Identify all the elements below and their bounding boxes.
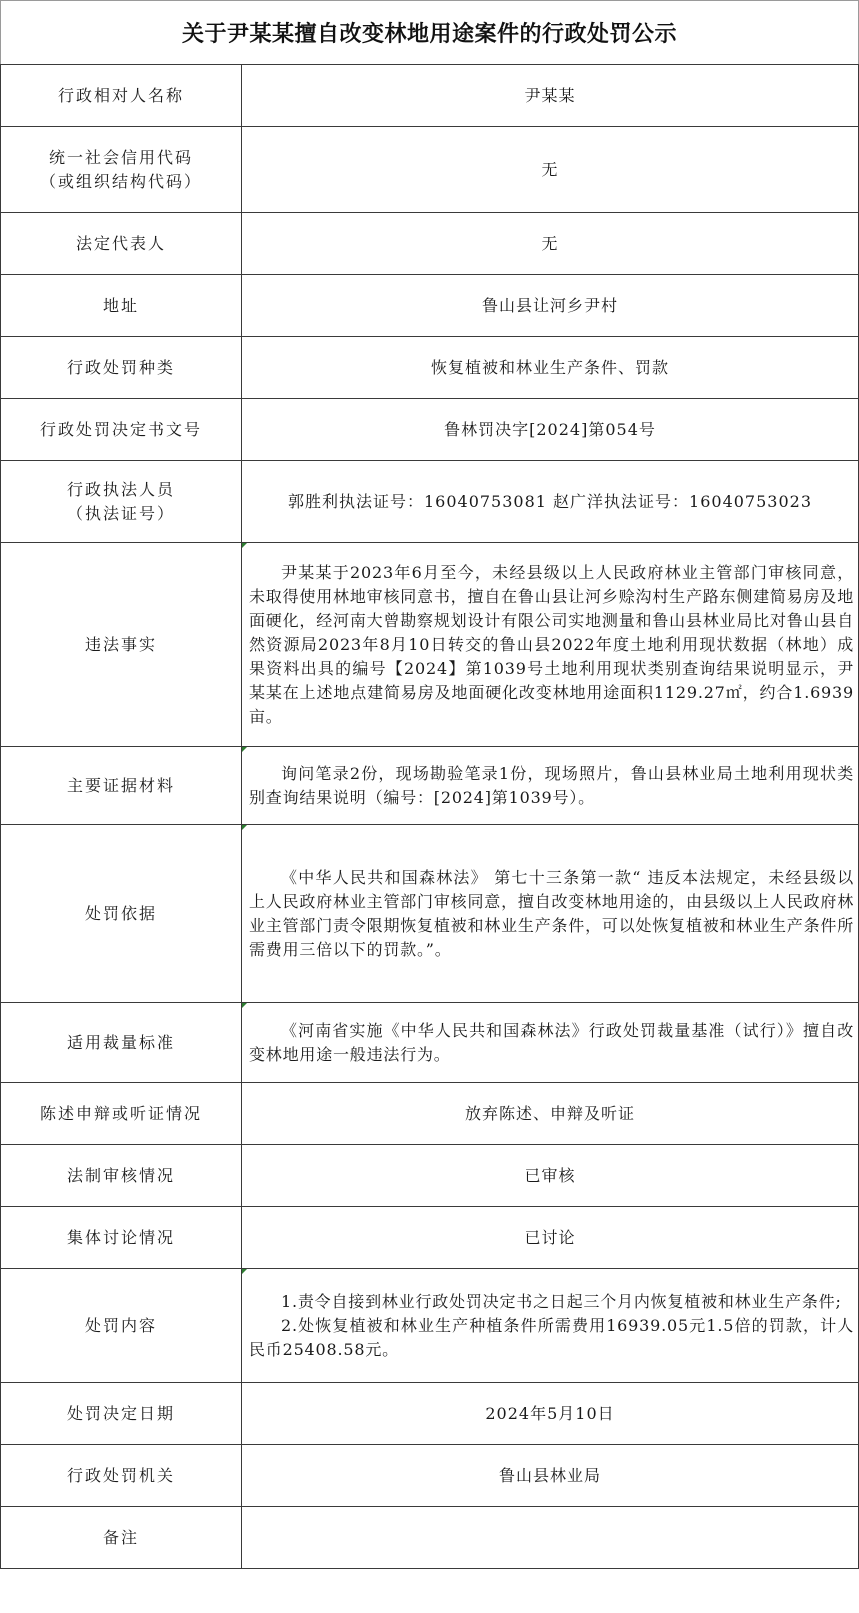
row-label: 集体讨论情况 — [1, 1207, 242, 1269]
row-label: 行政相对人名称 — [1, 65, 242, 127]
row-value: 恢复植被和林业生产条件、罚款 — [242, 337, 859, 399]
row-value — [242, 1269, 859, 1383]
row-label: 法制审核情况 — [1, 1145, 242, 1207]
table-row — [1, 461, 859, 543]
row-label: 陈述申辩或听证情况 — [1, 1083, 242, 1145]
table-row — [1, 1207, 859, 1269]
row-value: 已审核 — [242, 1145, 859, 1207]
row-label: 处罚内容 — [1, 1269, 242, 1383]
row-label — [1, 127, 242, 213]
row-paragraph: 尹某某于2023年6月至今，未经县级以上人民政府林业主管部门审核同意，未取得使用林地审核同意书，擅自在鲁山县让河乡赊沟村生产路东侧建简易房及地面硬化，经河南大曾勘察规划设计有限公司实地测量和鲁山县林业局比对鲁山县自然资源局2023年8月10日转交的鲁山县2022年度土地利用现状数据（林地）成果资料出具的编号【2024】第1039号土地利用现状类别查询结果说明显示，尹某某在上述地点建简易房及地面硬化改变林地用途面积1129.27㎡，约合1.6939亩。 — [249, 562, 854, 726]
row-label: 行政处罚机关 — [1, 1445, 242, 1507]
table-row — [1, 1083, 859, 1145]
row-value — [242, 747, 859, 825]
row-paragraph: 2.处恢复植被和林业生产种植条件所需费用16939.05元1.5倍的罚款，计人民币25408.58元。 — [249, 1315, 854, 1359]
table-row — [1, 337, 859, 399]
row-paragraph: 《河南省实施《中华人民共和国森林法》行政处罚裁量基准（试行）》擅自改变林地用途一般违法行为。 — [249, 1020, 854, 1064]
row-value: 无 — [242, 213, 859, 275]
penalty-info-table — [0, 64, 859, 1569]
cell-comment-marker — [242, 1269, 247, 1274]
row-label: 主要证据材料 — [1, 747, 242, 825]
table-row — [1, 65, 859, 127]
table-row — [1, 747, 859, 825]
table-row — [1, 399, 859, 461]
table-row — [1, 543, 859, 747]
row-value: 已讨论 — [242, 1207, 859, 1269]
cell-comment-marker — [242, 1003, 247, 1008]
row-value: 郭胜利执法证号：16040753081 赵广洋执法证号：16040753023 — [242, 461, 859, 543]
table-row — [1, 213, 859, 275]
row-label: 行政处罚决定书文号 — [1, 399, 242, 461]
row-value: 放弃陈述、申辩及听证 — [242, 1083, 859, 1145]
table-row — [1, 1507, 859, 1569]
row-value: 尹某某 — [242, 65, 859, 127]
row-value: 无 — [242, 127, 859, 213]
row-label: 行政处罚种类 — [1, 337, 242, 399]
row-label: 备注 — [1, 1507, 242, 1569]
cell-comment-marker — [242, 543, 247, 548]
row-value: 鲁山县让河乡尹村 — [242, 275, 859, 337]
table-row — [1, 1445, 859, 1507]
row-label: 法定代表人 — [1, 213, 242, 275]
row-value — [242, 1003, 859, 1083]
table-row — [1, 1003, 859, 1083]
table-row — [1, 1383, 859, 1445]
row-label: 地址 — [1, 275, 242, 337]
cell-comment-marker — [242, 747, 247, 752]
row-label-line: 统一社会信用代码 — [48, 147, 193, 167]
row-value: 鲁山县林业局 — [242, 1445, 859, 1507]
row-value — [242, 1507, 859, 1569]
row-paragraph: 1.责令自接到林业行政处罚决定书之日起三个月内恢复植被和林业生产条件; — [281, 1291, 842, 1311]
table-row — [1, 127, 859, 213]
table-row — [1, 1145, 859, 1207]
row-value: 2024年5月10日 — [242, 1383, 859, 1445]
page-title: 关于尹某某擅自改变林地用途案件的行政处罚公示 — [0, 0, 859, 64]
cell-comment-marker — [242, 825, 247, 830]
row-value — [242, 543, 859, 747]
row-value: 鲁林罚决字[2024]第054号 — [242, 399, 859, 461]
row-label-sub: （或组织结构代码） — [39, 171, 202, 191]
row-value — [242, 825, 859, 1003]
row-paragraph: 《中华人民共和国森林法》 第七十三条第一款“ 违反本法规定，未经县级以上人民政府林业主管部门审核同意，擅自改变林地用途的，由县级以上人民政府林业主管部门责令限期恢复植被和林业生产条件，可以处恢复植被和林业生产条件所需费用三倍以下的罚款。”。 — [249, 867, 854, 959]
row-paragraph: 询问笔录2份，现场勘验笔录1份，现场照片，鲁山县林业局土地利用现状类别查询结果说明（编号：[2024]第1039号）。 — [249, 763, 854, 807]
table-row — [1, 1269, 859, 1383]
row-label: 处罚决定日期 — [1, 1383, 242, 1445]
row-label — [1, 461, 242, 543]
row-label-line: 行政执法人员 — [66, 479, 175, 499]
table-row — [1, 825, 859, 1003]
table-row — [1, 275, 859, 337]
row-label: 违法事实 — [1, 543, 242, 747]
row-label: 适用裁量标准 — [1, 1003, 242, 1083]
row-label: 处罚依据 — [1, 825, 242, 1003]
row-label-sub: （执法证号） — [66, 503, 175, 523]
